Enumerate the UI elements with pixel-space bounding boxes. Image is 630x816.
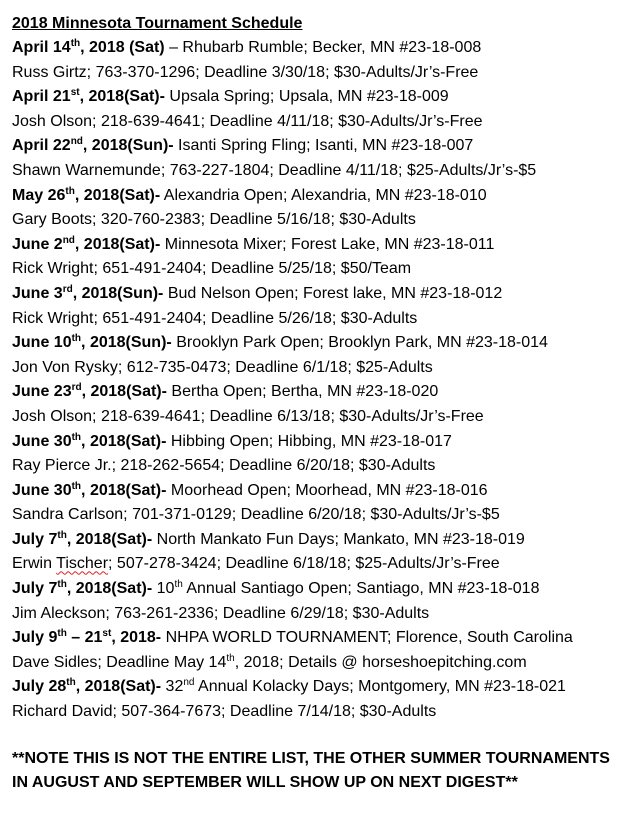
event-date <box>12 88 165 105</box>
contact-details: ; Deadline May 14 <box>97 653 227 671</box>
event-line <box>12 626 622 651</box>
date-text: , 2018(Sun)- <box>82 137 174 155</box>
event-date <box>12 236 160 253</box>
contact-line <box>12 602 622 627</box>
contact-line <box>12 159 622 184</box>
event-date <box>12 285 163 302</box>
date-text: June 3 <box>12 284 63 302</box>
contact-name: Ray Pierce Jr. <box>12 457 112 475</box>
contact-name: Gary Boots <box>12 211 93 229</box>
contact-details: ; 763-227-1804; Deadline 4/11/18; $25-Adults/Jr’s-$5 <box>160 161 537 179</box>
event-line <box>12 380 622 405</box>
date-text: June 23 <box>12 383 72 401</box>
contact-name: Russ Girtz <box>12 63 87 81</box>
event-date <box>12 531 152 548</box>
event-details: Bud Nelson Open; Forest lake, MN #23-18-012 <box>167 284 503 302</box>
event-line <box>12 36 622 61</box>
contact-line <box>12 356 622 381</box>
contact-line <box>12 454 622 479</box>
event-ordinal-suffix: th <box>174 579 183 591</box>
event-line <box>12 331 622 356</box>
contact-name: Jim Aleckson <box>12 604 106 622</box>
contact-details: ; 763-370-1296; Deadline 3/30/18; $30-Adults/Jr’s-Free <box>86 63 479 81</box>
date-text: July 9 <box>12 629 58 647</box>
event-ordinal: 10 <box>156 580 175 598</box>
event-date <box>12 629 161 646</box>
event-date <box>12 433 166 450</box>
contact-suffix: th <box>226 652 235 664</box>
event-date <box>12 187 160 204</box>
event-details: Moorhead Open; Moorhead, MN #23-18-016 <box>170 481 488 499</box>
tournament-list <box>12 36 622 725</box>
date-text: June 10 <box>12 334 72 352</box>
contact-line <box>12 61 622 86</box>
contact-details: ; 320-760-2383; Deadline 5/16/18; $30-Adults <box>92 211 416 229</box>
page-title: 2018 Minnesota Tournament Schedule <box>12 15 303 32</box>
event-details: Isanti Spring Fling; Isanti, MN #23-18-007 <box>178 137 474 155</box>
event-date <box>12 482 166 499</box>
date-text: , 2018(Sat)- <box>81 432 167 450</box>
contact-details: ; 507-364-7673; Deadline 7/14/18; $30-Adults <box>112 703 437 721</box>
contact-details: ; 218-639-4641; Deadline 4/11/18; $30-Adults/Jr’s-Free <box>92 112 483 130</box>
date-text: , 2018- <box>111 629 162 647</box>
date-text: July 7 <box>12 530 58 548</box>
contact-name: Jon Von Rysky <box>12 358 118 376</box>
date-suffix: th <box>71 480 82 492</box>
event-line <box>12 282 622 307</box>
contact-line <box>12 110 622 135</box>
date-text: , 2018(Sat)- <box>74 186 161 204</box>
event-details: Bertha Open; Bertha, MN #23-18-020 <box>171 383 439 401</box>
event-details: NHPA WORLD TOURNAMENT; Florence, South Carolina <box>165 629 573 647</box>
date-text: July 7 <box>12 580 58 598</box>
contact-details: , 2018; Details @ horseshoepitching.com <box>234 653 527 671</box>
event-line <box>12 233 622 258</box>
date-text: April 22 <box>12 137 71 155</box>
date-suffix: th <box>65 185 75 197</box>
event-details: Minnesota Mixer; Forest Lake, MN #23-18-011 <box>164 235 495 253</box>
date-suffix: rd <box>62 283 73 295</box>
event-details: Upsala Spring; Upsala, MN #23-18-009 <box>169 88 449 106</box>
contact-line <box>12 651 622 676</box>
spellcheck-word: Tischer <box>56 555 109 573</box>
contact-line <box>12 257 622 282</box>
contact-name: Erwin Tischer <box>12 555 109 573</box>
date-text: , 2018(Sat)- <box>66 580 153 598</box>
event-details: Brooklyn Park Open; Brooklyn Park, MN #23-18-014 <box>176 334 548 352</box>
contact-details: ; 651-491-2404; Deadline 5/25/18; $50/Team <box>93 260 412 278</box>
date-suffix: st <box>70 87 80 99</box>
date-text: April 21 <box>12 88 71 106</box>
date-suffix: th <box>57 529 67 541</box>
event-details: North Mankato Fun Days; Mankato, MN #23-18-019 <box>156 530 525 548</box>
event-details: Alexandria Open; Alexandria, MN #23-18-010 <box>163 186 487 204</box>
date-text: July 28 <box>12 678 67 696</box>
contact-details: ; 218-262-5654; Deadline 6/20/18; $30-Adults <box>111 457 436 475</box>
event-details: Annual Santiago Open; Santiago, MN #23-18-018 <box>182 580 540 598</box>
event-line <box>12 577 622 602</box>
separator: – <box>164 39 183 56</box>
date-suffix: th <box>57 628 67 640</box>
date-text: , 2018(Sat)- <box>81 481 167 499</box>
date-suffix: rd <box>71 382 82 394</box>
contact-line <box>12 503 622 528</box>
contact-details: ; 612-735-0473; Deadline 6/1/18; $25-Adults <box>117 358 433 376</box>
contact-name: Shawn Warnemunde <box>12 161 161 179</box>
contact-name: Rick Wright <box>12 260 94 278</box>
date-text: , 2018(Sun)- <box>81 334 172 352</box>
date-text: , 2018(Sat)- <box>81 383 167 401</box>
event-date <box>12 580 152 597</box>
date-text: – 21 <box>66 629 103 647</box>
event-line <box>12 528 622 553</box>
event-ordinal: 32 <box>165 678 184 696</box>
event-details: Annual Kolacky Days; Montgomery, MN #23-18-021 <box>194 678 566 696</box>
date-text: , 2018 (Sat) <box>80 39 165 56</box>
contact-name: Rick Wright <box>12 309 94 327</box>
date-text: , 2018(Sat)- <box>66 530 153 548</box>
footer-note: **NOTE THIS IS NOT THE ENTIRE LIST, THE OTHER SUMMER TOURNAMENTS IN AUGUST AND SEPTEMBER WILL SHOW UP ON NEXT DIGEST** <box>12 749 610 791</box>
event-details: Hibbing Open; Hibbing, MN #23-18-017 <box>170 432 452 450</box>
contact-name: Richard David <box>12 703 113 721</box>
date-suffix: nd <box>62 234 75 246</box>
date-text: June 30 <box>12 432 72 450</box>
contact-details: ; 218-639-4641; Deadline 6/13/18; $30-Adults/Jr’s-Free <box>92 407 484 425</box>
contact-line <box>12 405 622 430</box>
event-line <box>12 134 622 159</box>
contact-details: ; 701-371-0129; Deadline 6/20/18; $30-Adults/Jr’s-$5 <box>123 506 500 524</box>
contact-line <box>12 700 622 725</box>
contact-name: Sandra Carlson <box>12 506 124 524</box>
event-date <box>12 383 167 400</box>
event-line <box>12 479 622 504</box>
event-ordinal-suffix: nd <box>183 677 195 689</box>
event-date <box>12 39 165 56</box>
date-suffix: th <box>71 333 82 345</box>
date-text: June 2 <box>12 235 63 253</box>
contact-name: Josh Olson <box>12 407 93 425</box>
event-line <box>12 675 622 700</box>
date-text: , 2018(Sat)- <box>75 678 162 696</box>
event-date <box>12 137 174 154</box>
event-date <box>12 678 161 695</box>
contact-name: Josh Olson <box>12 112 93 130</box>
event-line <box>12 184 622 209</box>
contact-details: ; 763-261-2336; Deadline 6/29/18; $30-Adults <box>105 604 430 622</box>
date-suffix: th <box>70 38 81 49</box>
contact-details: ; 507-278-3424; Deadline 6/18/18; $25-Adults/Jr’s-Free <box>108 555 500 573</box>
date-suffix: th <box>57 579 67 591</box>
date-text: April 14 <box>12 39 71 56</box>
date-suffix: th <box>71 431 82 443</box>
contact-line <box>12 552 622 577</box>
event-date <box>12 334 172 351</box>
contact-line <box>12 208 622 233</box>
date-suffix: st <box>102 628 112 640</box>
date-suffix: nd <box>70 136 83 148</box>
date-text: June 30 <box>12 481 72 499</box>
contact-name: Dave Sidles <box>12 653 98 671</box>
date-suffix: th <box>66 677 76 689</box>
contact-line <box>12 307 622 332</box>
event-line <box>12 430 622 455</box>
date-text: , 2018(Sun)- <box>72 284 164 302</box>
date-text: , 2018(Sat)- <box>74 235 161 253</box>
date-text: May 26 <box>12 186 66 204</box>
event-line <box>12 85 622 110</box>
event-details: Rhubarb Rumble; Becker, MN #23-18-008 <box>182 39 482 56</box>
contact-details: ; 651-491-2404; Deadline 5/26/18; $30-Adults <box>93 309 418 327</box>
date-text: , 2018(Sat)- <box>79 88 165 106</box>
